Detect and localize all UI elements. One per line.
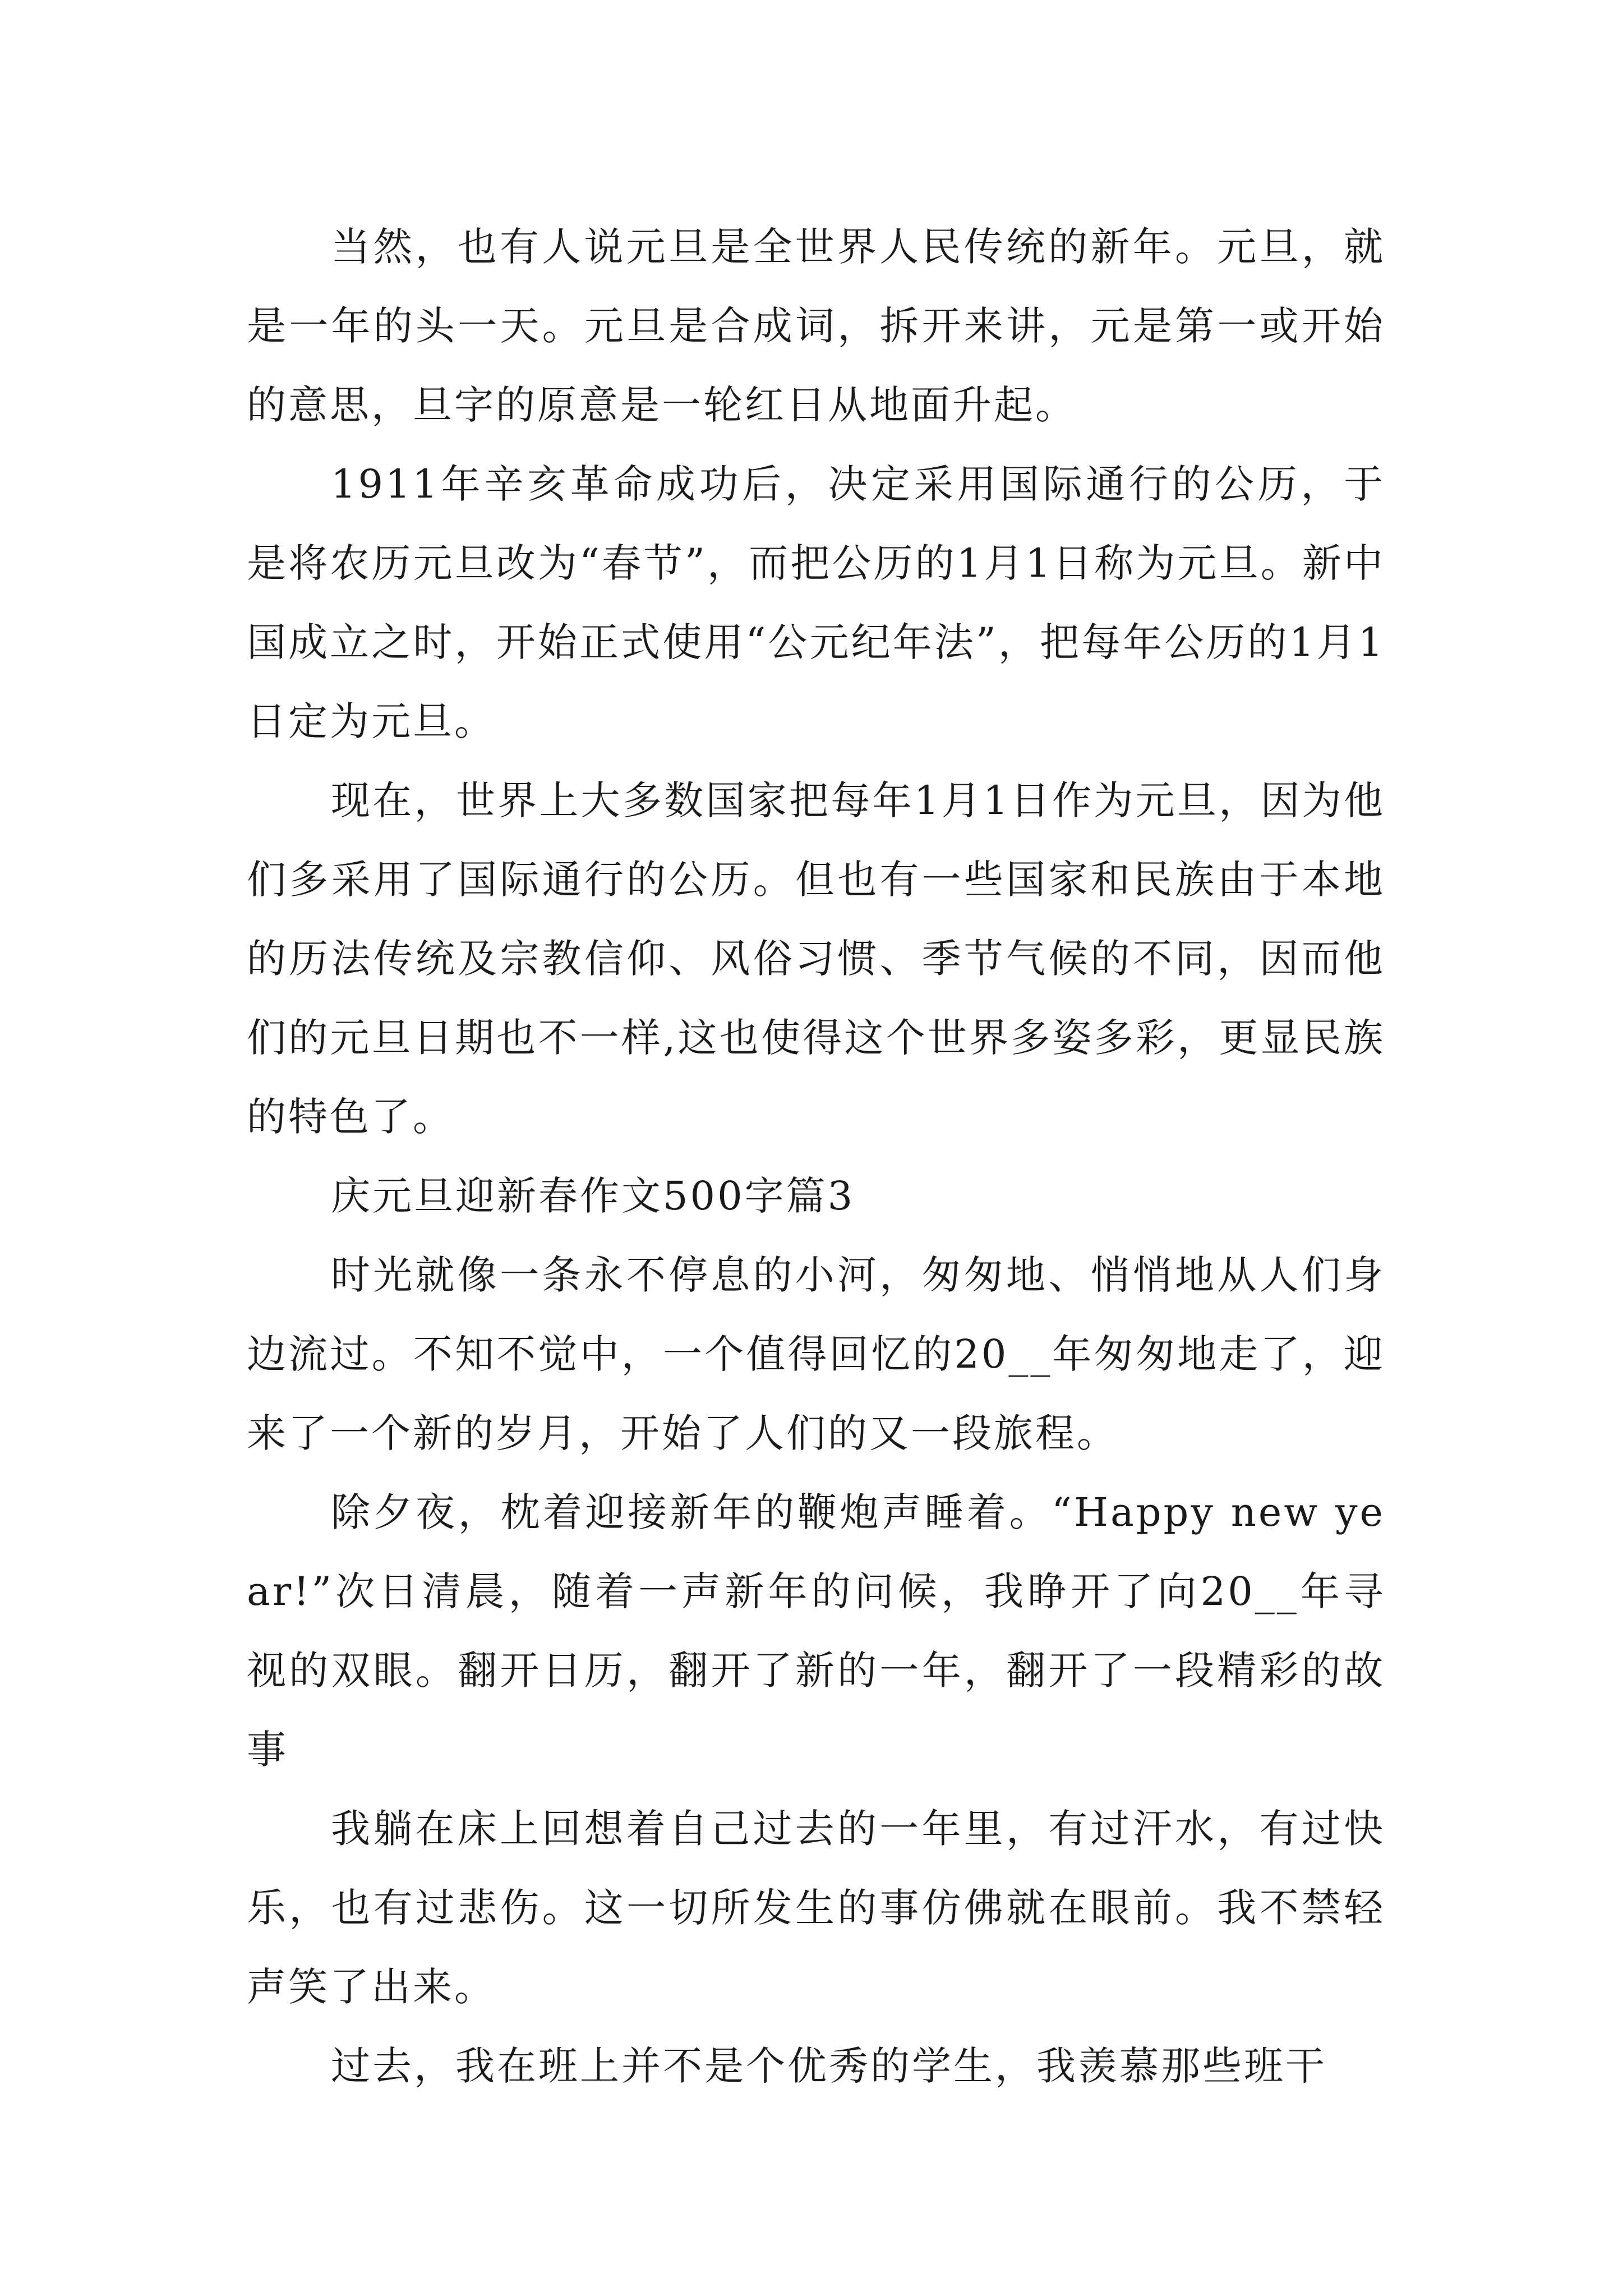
- section-heading: 庆元旦迎新春作文500字篇3: [331, 1173, 855, 1219]
- paragraph-past-self: 过去，我在班上并不是个优秀的学生，我羡慕那些班干: [331, 2043, 1327, 2089]
- paragraph-new-year-eve: 除夕夜，枕着迎接新年的鞭炮声睡着。“Happy new year!”次日清晨，随着一声新年的问候，我睁开了向20__年寻视的双眼。翻开日历，翻开了新的一年，翻开了一段精彩的故事: [247, 1489, 1385, 1773]
- paragraph-1911-history: 1911年辛亥革命成功后，决定采用国际通行的公历，于是将农历元旦改为“春节”，而把公历的1月1日称为元旦。新中国成立之时，开始正式使用“公元纪年法”，把每年公历的1月1日定为元旦。: [247, 461, 1385, 744]
- paragraph-time-river: 时光就像一条永不停息的小河，匆匆地、悄悄地从人们身边流过。不知不觉中，一个值得回忆的20__年匆匆地走了，迎来了一个新的岁月，开始了人们的又一段旅程。: [247, 1252, 1385, 1456]
- paragraph-reflection: 我躺在床上回想着自己过去的一年里，有过汗水，有过快乐，也有过悲伤。这一切所发生的事仿佛就在眼前。我不禁轻声笑了出来。: [247, 1806, 1385, 2010]
- paragraph-yuandan-meaning: 当然，也有人说元旦是全世界人民传统的新年。元旦，就是一年的头一天。元旦是合成词，拆开来讲，元是第一或开始的意思，旦字的原意是一轮红日从地面升起。: [247, 224, 1385, 428]
- paragraph-world-calendars: 现在，世界上大多数国家把每年1月1日作为元旦，因为他们多采用了国际通行的公历。但也有一些国家和民族由于本地的历法传统及宗教信仰、风俗习惯、季节气候的不同，因而他们的元旦日期也不一样,这也使得这个世界多姿多彩，更显民族的特色了。: [247, 777, 1385, 1140]
- document-body: [247, 208, 1385, 2106]
